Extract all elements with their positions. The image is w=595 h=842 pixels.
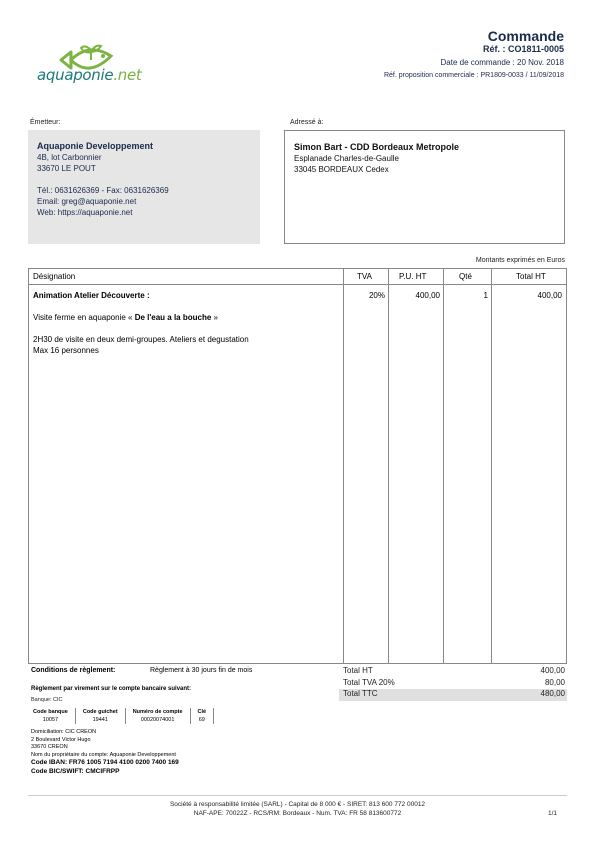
emetteur-line: 33670 LE POUT <box>37 164 96 173</box>
bank-header-cell-empty <box>214 708 230 716</box>
item-description-2: 2H30 de visite en deux demi-groupes. Ateliers et degustation <box>33 335 249 344</box>
destinataire-line: Esplanade Charles-de-Gaulle <box>294 154 399 163</box>
domiciliation-line: 33670 CREON <box>31 744 68 750</box>
bank-header-cell: Numéro de compte <box>125 708 190 716</box>
bank-header-cell: Code banque <box>33 709 68 715</box>
item-desc-bold: De l'eau a la bouche <box>134 313 212 322</box>
totals-block <box>339 666 567 701</box>
domiciliation-line: Nom du propriétaire du compte: Aquaponie Developpement <box>31 751 176 758</box>
total-value: 80,00 <box>544 677 565 687</box>
currency-note: Montants exprimés en Euros <box>475 257 565 264</box>
item-quantity: 1 <box>483 291 488 300</box>
emetteur-label: Émetteur: <box>30 119 61 126</box>
bank-header-row <box>31 708 230 716</box>
table-header-row <box>29 269 566 285</box>
header-designation: Désignation <box>33 272 76 281</box>
order-reference: Réf. : CO1811-0005 <box>482 44 564 54</box>
destinataire-line: 33045 BORDEAUX Cedex <box>294 165 389 174</box>
footer-line-1: Société à responsabilité limitée (SARL) - Capital de 8 000 € - SIRET: 813 600 772 00012 <box>169 801 426 808</box>
bank-value-cell: 19441 <box>75 716 125 724</box>
proposal-reference: Réf. proposition commerciale : PR1809-0033 / 11/09/2018 <box>383 72 564 79</box>
bank-header-cell: Code guichet <box>75 708 125 716</box>
item-title: Animation Atelier Découverte : <box>33 291 150 300</box>
footer-line-2: NAF-APE: 70022Z - RCS/RM: Bordeaux - Num. TVA: FR 58 813600772 <box>193 810 402 817</box>
header-total: Total HT <box>516 272 546 281</box>
destinataire-name: Simon Bart - CDD Bordeaux Metropole <box>294 142 460 152</box>
total-ht-row <box>339 666 567 678</box>
emetteur-email: Email: greg@aquaponie.net <box>37 197 137 206</box>
total-label: Total TVA 20% <box>343 677 395 687</box>
domiciliation-line: Domiciliation: CIC CREON <box>31 729 97 735</box>
header-pu: P.U. HT <box>399 272 427 281</box>
bic: Code BIC/SWIFT: CMCIFRPP <box>31 768 120 775</box>
page-number: 1/1 <box>547 810 557 817</box>
column-divider <box>343 269 344 663</box>
document-title: Commande <box>487 28 564 44</box>
item-tva: 20% <box>368 291 385 300</box>
logo-text-ext: .net <box>113 66 142 84</box>
conditions-label: Conditions de règlement: <box>31 667 116 674</box>
iban: Code IBAN: FR76 1005 7194 4100 0200 7400 169 <box>31 759 179 766</box>
header-tva: TVA <box>357 272 372 281</box>
order-date: Date de commande : 20 Nov. 2018 <box>440 58 564 67</box>
bank-value-cell: 69 <box>190 716 214 724</box>
header-qte: Qté <box>459 272 472 281</box>
items-table <box>28 268 567 664</box>
emetteur-name: Aquaponie Developpement <box>37 141 154 151</box>
bank-details-table <box>31 708 230 724</box>
column-divider <box>443 269 444 663</box>
total-label: Total HT <box>343 666 373 675</box>
item-desc-prefix: Visite ferme en aquaponie « <box>33 313 135 322</box>
logo-text-main: aquaponie <box>37 66 114 84</box>
item-description-3: Max 16 personnes <box>33 346 99 355</box>
column-divider <box>388 269 389 663</box>
total-value: 480,00 <box>540 689 565 698</box>
logo-wordmark <box>37 66 142 84</box>
bank-header-cell: Clé <box>190 708 214 716</box>
column-divider <box>491 269 492 663</box>
emetteur-line: 4B, lot Carbonnier <box>37 153 102 162</box>
item-unit-price: 400,00 <box>415 291 440 300</box>
item-description <box>33 313 218 322</box>
total-value: 400,00 <box>540 666 565 675</box>
item-total: 400,00 <box>537 291 562 300</box>
bank-value-row <box>31 716 230 724</box>
domiciliation-line: 2 Boulevard Victor Hugo <box>31 736 91 743</box>
destinataire-label: Adressé à: <box>290 119 324 126</box>
domiciliation-block <box>31 729 176 759</box>
virement-label: Règlement par virement sur le compte bancaire suivant: <box>31 686 192 692</box>
total-ttc-row <box>339 689 567 701</box>
conditions-value: Règlement à 30 jours fin de mois <box>150 667 253 674</box>
footer-divider <box>28 795 567 796</box>
total-tva-row <box>339 678 567 690</box>
destinataire-box <box>284 130 565 244</box>
item-desc-suffix: » <box>211 313 218 322</box>
bank-value-cell: 10057 <box>42 717 59 723</box>
emetteur-box <box>28 130 260 244</box>
emetteur-spacer <box>37 174 251 185</box>
emetteur-phone: Tél.: 0631626369 - Fax: 0631626369 <box>37 186 169 195</box>
legal-footer <box>28 800 567 818</box>
bank-value-cell-empty <box>214 716 230 724</box>
bank-name: Banque: CIC <box>31 697 63 703</box>
emetteur-web: Web: https://aquaponie.net <box>37 208 133 217</box>
total-label: Total TTC <box>343 689 378 698</box>
bank-value-cell: 00020074001 <box>125 716 190 724</box>
